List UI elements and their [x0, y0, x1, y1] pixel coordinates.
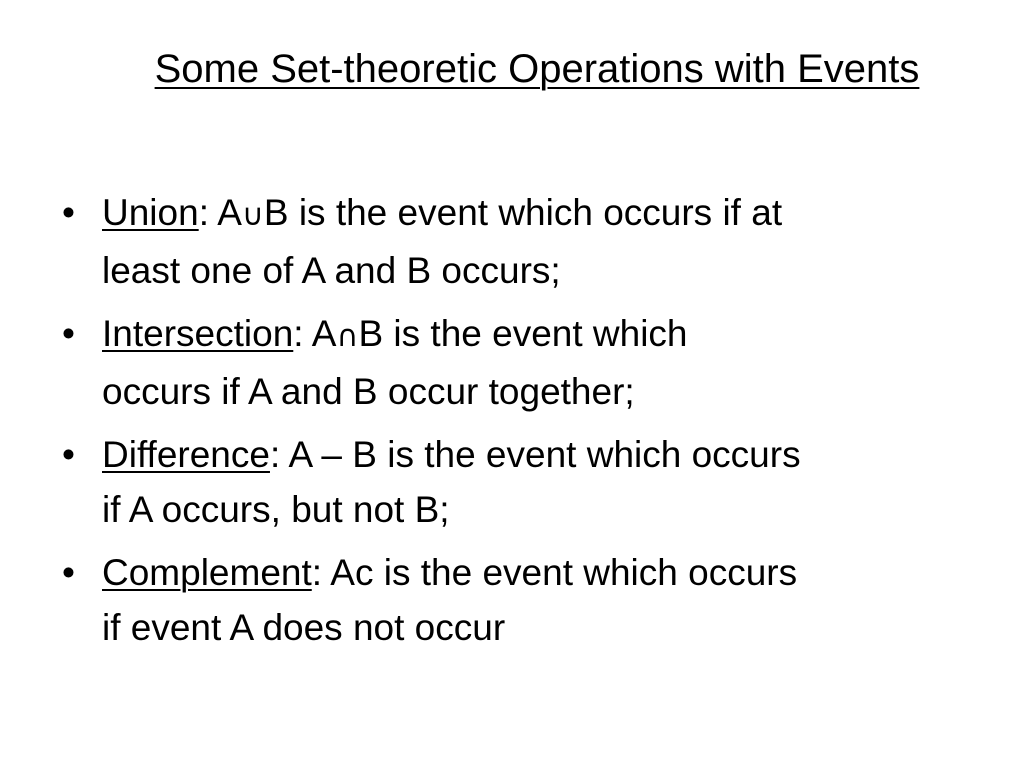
- definition-text: Ac is the event which occurs: [322, 552, 798, 593]
- definition-text-line2: if A occurs, but not B;: [102, 489, 450, 530]
- definition-text-post: B is the event which: [358, 313, 688, 354]
- bullet-icon: •: [62, 192, 75, 233]
- colon: :: [293, 313, 304, 354]
- term-intersection: Intersection: [102, 313, 294, 354]
- bullet-list: [62, 185, 962, 663]
- slide-title: Some Set-theoretic Operations with Events: [154, 47, 920, 91]
- bullet-icon: •: [62, 552, 75, 593]
- bullet-item-difference: [62, 427, 962, 537]
- colon: :: [311, 552, 323, 593]
- bullet-icon: •: [62, 434, 75, 475]
- bullet-item-intersection: [62, 306, 962, 419]
- definition-text-pre: A: [303, 313, 337, 354]
- colon: :: [269, 434, 281, 475]
- bullet-icon: •: [62, 313, 75, 354]
- bullet-item-complement: [62, 545, 962, 655]
- colon: :: [198, 192, 209, 233]
- definition-text: A – B is the event which occurs: [280, 434, 801, 475]
- intersection-symbol: ∩: [336, 319, 359, 354]
- bullet-item-union: [62, 185, 962, 298]
- definition-text-line2: occurs if A and B occur together;: [102, 371, 635, 412]
- definition-text-pre: A: [208, 192, 242, 233]
- definition-text-line2: least one of A and B occurs;: [102, 250, 561, 291]
- term-difference: Difference: [102, 434, 270, 475]
- union-symbol: ∪: [241, 198, 264, 233]
- definition-text-post: B is the event which occurs if at: [263, 192, 783, 233]
- definition-text-line2: if event A does not occur: [102, 607, 506, 648]
- term-complement: Complement: [102, 552, 312, 593]
- term-union: Union: [102, 192, 199, 233]
